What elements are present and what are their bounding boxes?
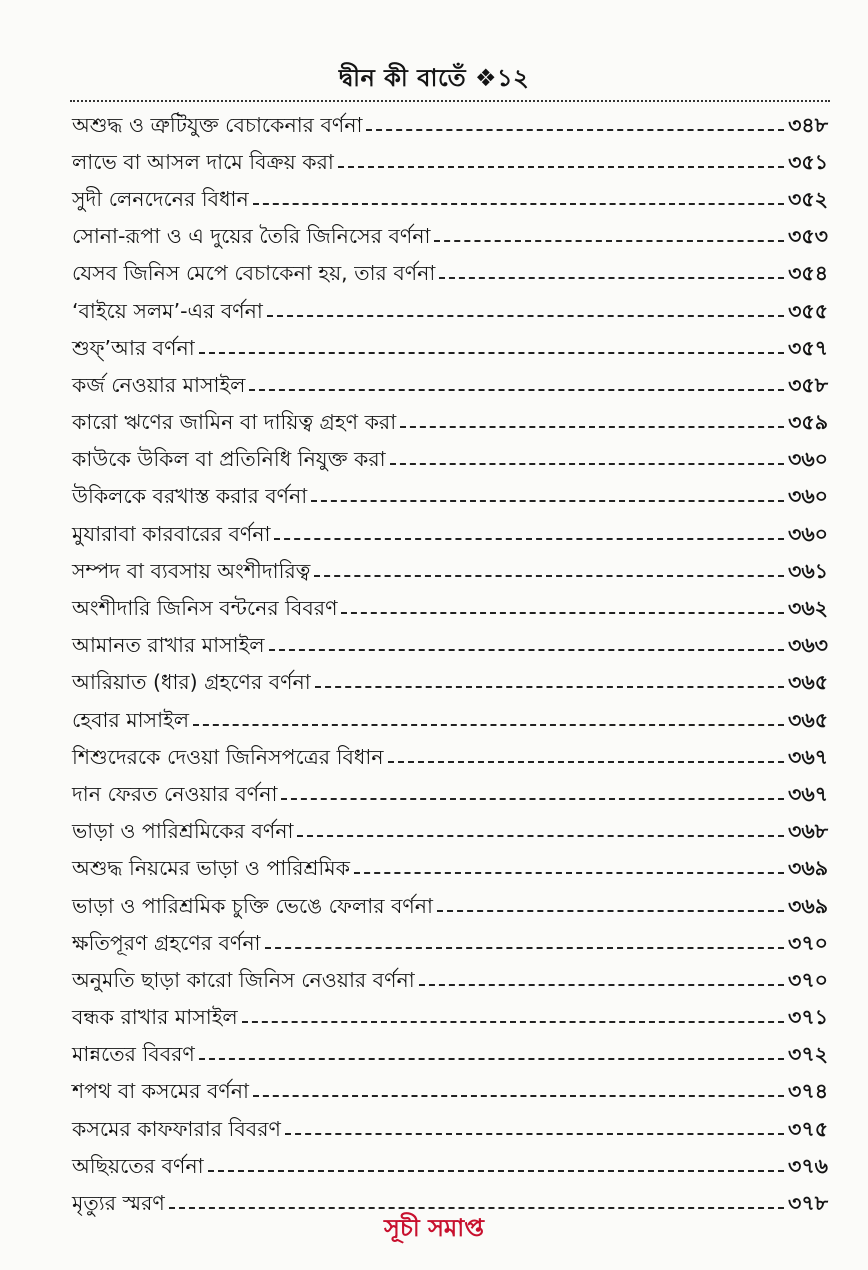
toc-entry [72, 629, 828, 666]
toc-entry-page-number: ৩৬৭ [788, 744, 828, 769]
toc-entry-page-number: ৩৬১ [788, 558, 828, 583]
toc-entry [72, 331, 828, 368]
toc-entry [72, 145, 828, 182]
dot-leader [253, 203, 784, 205]
toc-entry-title: সুদী লেনদেনের বিধান [72, 186, 249, 211]
toc-entry-title: আমানত রাখার মাসাইল [72, 633, 265, 658]
dot-leader [274, 538, 784, 540]
toc-entry-title: মৃত্যুর স্মরণ [72, 1191, 165, 1216]
toc-entry-page-number: ৩৫৭ [788, 335, 828, 360]
toc-entry-title: কর্জ নেওয়ার মাসাইল [72, 372, 246, 397]
toc-entry [72, 406, 828, 443]
toc-entry-page-number: ৩৬৫ [788, 707, 828, 732]
toc-entry-title: অশুদ্ধ নিয়মের ভাড়া ও পারিশ্রমিক [72, 856, 350, 881]
toc-entry-page-number: ৩৭২ [788, 1042, 828, 1067]
toc-entry-page-number: ৩৬৩ [788, 633, 828, 658]
dot-leader [242, 1021, 784, 1023]
toc-entry-page-number: ৩৫৮ [788, 372, 828, 397]
dot-leader [269, 649, 784, 651]
toc-entry-page-number: ৩৫৩ [788, 224, 828, 249]
toc-entry-title: বন্ধক রাখার মাসাইল [72, 1005, 238, 1030]
toc-entry-title: কসমের কাফফারার বিবরণ [72, 1116, 281, 1141]
toc-entry-page-number: ৩৬২ [788, 596, 828, 621]
dot-leader [249, 389, 784, 391]
toc-entry [72, 1038, 828, 1075]
toc-entry [72, 480, 828, 517]
dot-leader [400, 426, 784, 428]
toc-entry-title: সম্পদ বা ব্যবসায় অংশীদারিত্ব [72, 558, 311, 583]
dot-leader [338, 166, 784, 168]
toc-entry-page-number: ৩৬০ [788, 447, 828, 472]
toc-entry-page-number: ৩৭০ [788, 967, 828, 992]
toc-entry-title: কাউকে উকিল বা প্রতিনিধি নিযুক্ত করা [72, 447, 386, 472]
toc-entry-title: অনুমতি ছাড়া কারো জিনিস নেওয়ার বর্ণনা [72, 967, 415, 992]
toc-entry-page-number: ৩৪৮ [788, 112, 828, 137]
toc-entry [72, 889, 828, 926]
toc-entry [72, 591, 828, 628]
toc-entry-title: অশুদ্ধ ও ত্রুটিযুক্ত বেচাকেনার বর্ণনা [72, 112, 363, 137]
dot-leader [285, 1133, 784, 1135]
dot-leader [437, 910, 784, 912]
toc-entry-page-number: ৩৬৭ [788, 781, 828, 806]
toc-entry-page-number: ৩৬০ [788, 521, 828, 546]
toc-entry-page-number: ৩৫২ [788, 186, 828, 211]
dot-leader [265, 947, 785, 949]
end-of-contents-note: সূচী সমাপ্ত [384, 1214, 484, 1242]
toc-entry-title: মান্নতের বিবরণ [72, 1042, 195, 1067]
toc-entry [72, 182, 828, 219]
toc-entry-page-number: ৩৫১ [788, 149, 828, 174]
table-of-contents [72, 108, 828, 1224]
dot-leader [311, 500, 784, 502]
toc-entry [72, 220, 828, 257]
toc-entry-title: হেবার মাসাইল [72, 707, 189, 732]
toc-entry-title: মুযারাবা কারবারের বর্ণনা [72, 521, 271, 546]
toc-entry-title: কারো ঋণের জামিন বা দায়িত্ব গ্রহণ করা [72, 410, 397, 435]
dot-leader [366, 129, 784, 131]
dot-leader [314, 575, 784, 577]
dot-leader [199, 1058, 784, 1060]
dot-leader [390, 463, 784, 465]
toc-entry [72, 443, 828, 480]
toc-entry-title: যেসব জিনিস মেপে বেচাকেনা হয়, তার বর্ণনা [72, 261, 436, 286]
toc-entry-page-number: ৩৭১ [788, 1005, 828, 1030]
toc-entry [72, 257, 828, 294]
toc-entry [72, 926, 828, 963]
dot-leader [439, 277, 784, 279]
toc-entry-page-number: ৩৫৯ [788, 410, 828, 435]
toc-entry-title: অংশীদারি জিনিস বন্টনের বিবরণ [72, 596, 338, 621]
toc-entry-page-number: ৩৫৫ [788, 298, 828, 323]
toc-entry [72, 666, 828, 703]
toc-entry-title: শপথ বা কসমের বর্ণনা [72, 1079, 249, 1104]
toc-entry [72, 108, 828, 145]
toc-entry-page-number: ৩৬৯ [788, 893, 828, 918]
toc-entry [72, 1149, 828, 1186]
toc-entry-page-number: ৩৫৪ [788, 261, 828, 286]
toc-entry-page-number: ৩৬০ [788, 484, 828, 509]
dot-leader [419, 984, 784, 986]
toc-entry [72, 1112, 828, 1149]
header-divider [70, 100, 830, 102]
page-header: দ্বীন কী বাতেঁ ❖১২ [338, 64, 530, 92]
dot-leader [315, 686, 784, 688]
dot-leader [388, 761, 784, 763]
dot-leader [297, 835, 784, 837]
toc-entry [72, 368, 828, 405]
dot-leader [267, 315, 784, 317]
dot-leader [199, 352, 784, 354]
toc-entry-title: দান ফেরত নেওয়ার বর্ণনা [72, 781, 278, 806]
dot-leader [169, 1207, 784, 1209]
toc-entry-title: উকিলকে বরখাস্ত করার বর্ণনা [72, 484, 308, 509]
toc-entry-title: শিশুদেরকে দেওয়া জিনিসপত্রের বিধান [72, 744, 384, 769]
dot-leader [253, 1095, 784, 1097]
toc-entry [72, 1075, 828, 1112]
toc-entry [72, 852, 828, 889]
toc-entry [72, 777, 828, 814]
toc-entry [72, 1001, 828, 1038]
toc-entry-page-number: ৩৭০ [788, 930, 828, 955]
toc-entry [72, 963, 828, 1000]
dot-leader [208, 1170, 784, 1172]
toc-entry [72, 703, 828, 740]
toc-entry-title: আরিয়াত (ধার) গ্রহণের বর্ণনা [72, 670, 311, 695]
toc-entry-title: ভাড়া ও পারিশ্রমিক চুক্তি ভেঙে ফেলার বর্ণনা [72, 893, 433, 918]
toc-entry-title: অছিয়তের বর্ণনা [72, 1153, 204, 1178]
toc-entry-page-number: ৩৭৪ [788, 1079, 828, 1104]
toc-entry-page-number: ৩৭৮ [788, 1191, 828, 1216]
toc-entry-page-number: ৩৭৬ [788, 1153, 828, 1178]
dot-leader [354, 872, 784, 874]
toc-entry [72, 294, 828, 331]
toc-entry-title: ভাড়া ও পারিশ্রমিকের বর্ণনা [72, 819, 294, 844]
dot-leader [193, 724, 784, 726]
toc-entry-title: লাভে বা আসল দামে বিক্রয় করা [72, 149, 334, 174]
toc-entry-title: ‘বাইয়ে সলম’-এর বর্ণনা [72, 298, 263, 323]
toc-entry-title: ক্ষতিপূরণ গ্রহণের বর্ণনা [72, 930, 261, 955]
toc-entry [72, 554, 828, 591]
toc-entry-page-number: ৩৬৯ [788, 856, 828, 881]
toc-entry-title: সোনা-রূপা ও এ দুয়ের তৈরি জিনিসের বর্ণনা [72, 224, 431, 249]
toc-entry [72, 815, 828, 852]
toc-entry-page-number: ৩৭৫ [788, 1116, 828, 1141]
toc-entry-page-number: ৩৬৫ [788, 670, 828, 695]
toc-entry [72, 740, 828, 777]
toc-entry-title: শুফ্‌’আর বর্ণনা [72, 335, 195, 360]
dot-leader [281, 798, 784, 800]
toc-entry-page-number: ৩৬৮ [788, 819, 828, 844]
toc-entry [72, 517, 828, 554]
dot-leader [341, 612, 784, 614]
dot-leader [434, 240, 784, 242]
